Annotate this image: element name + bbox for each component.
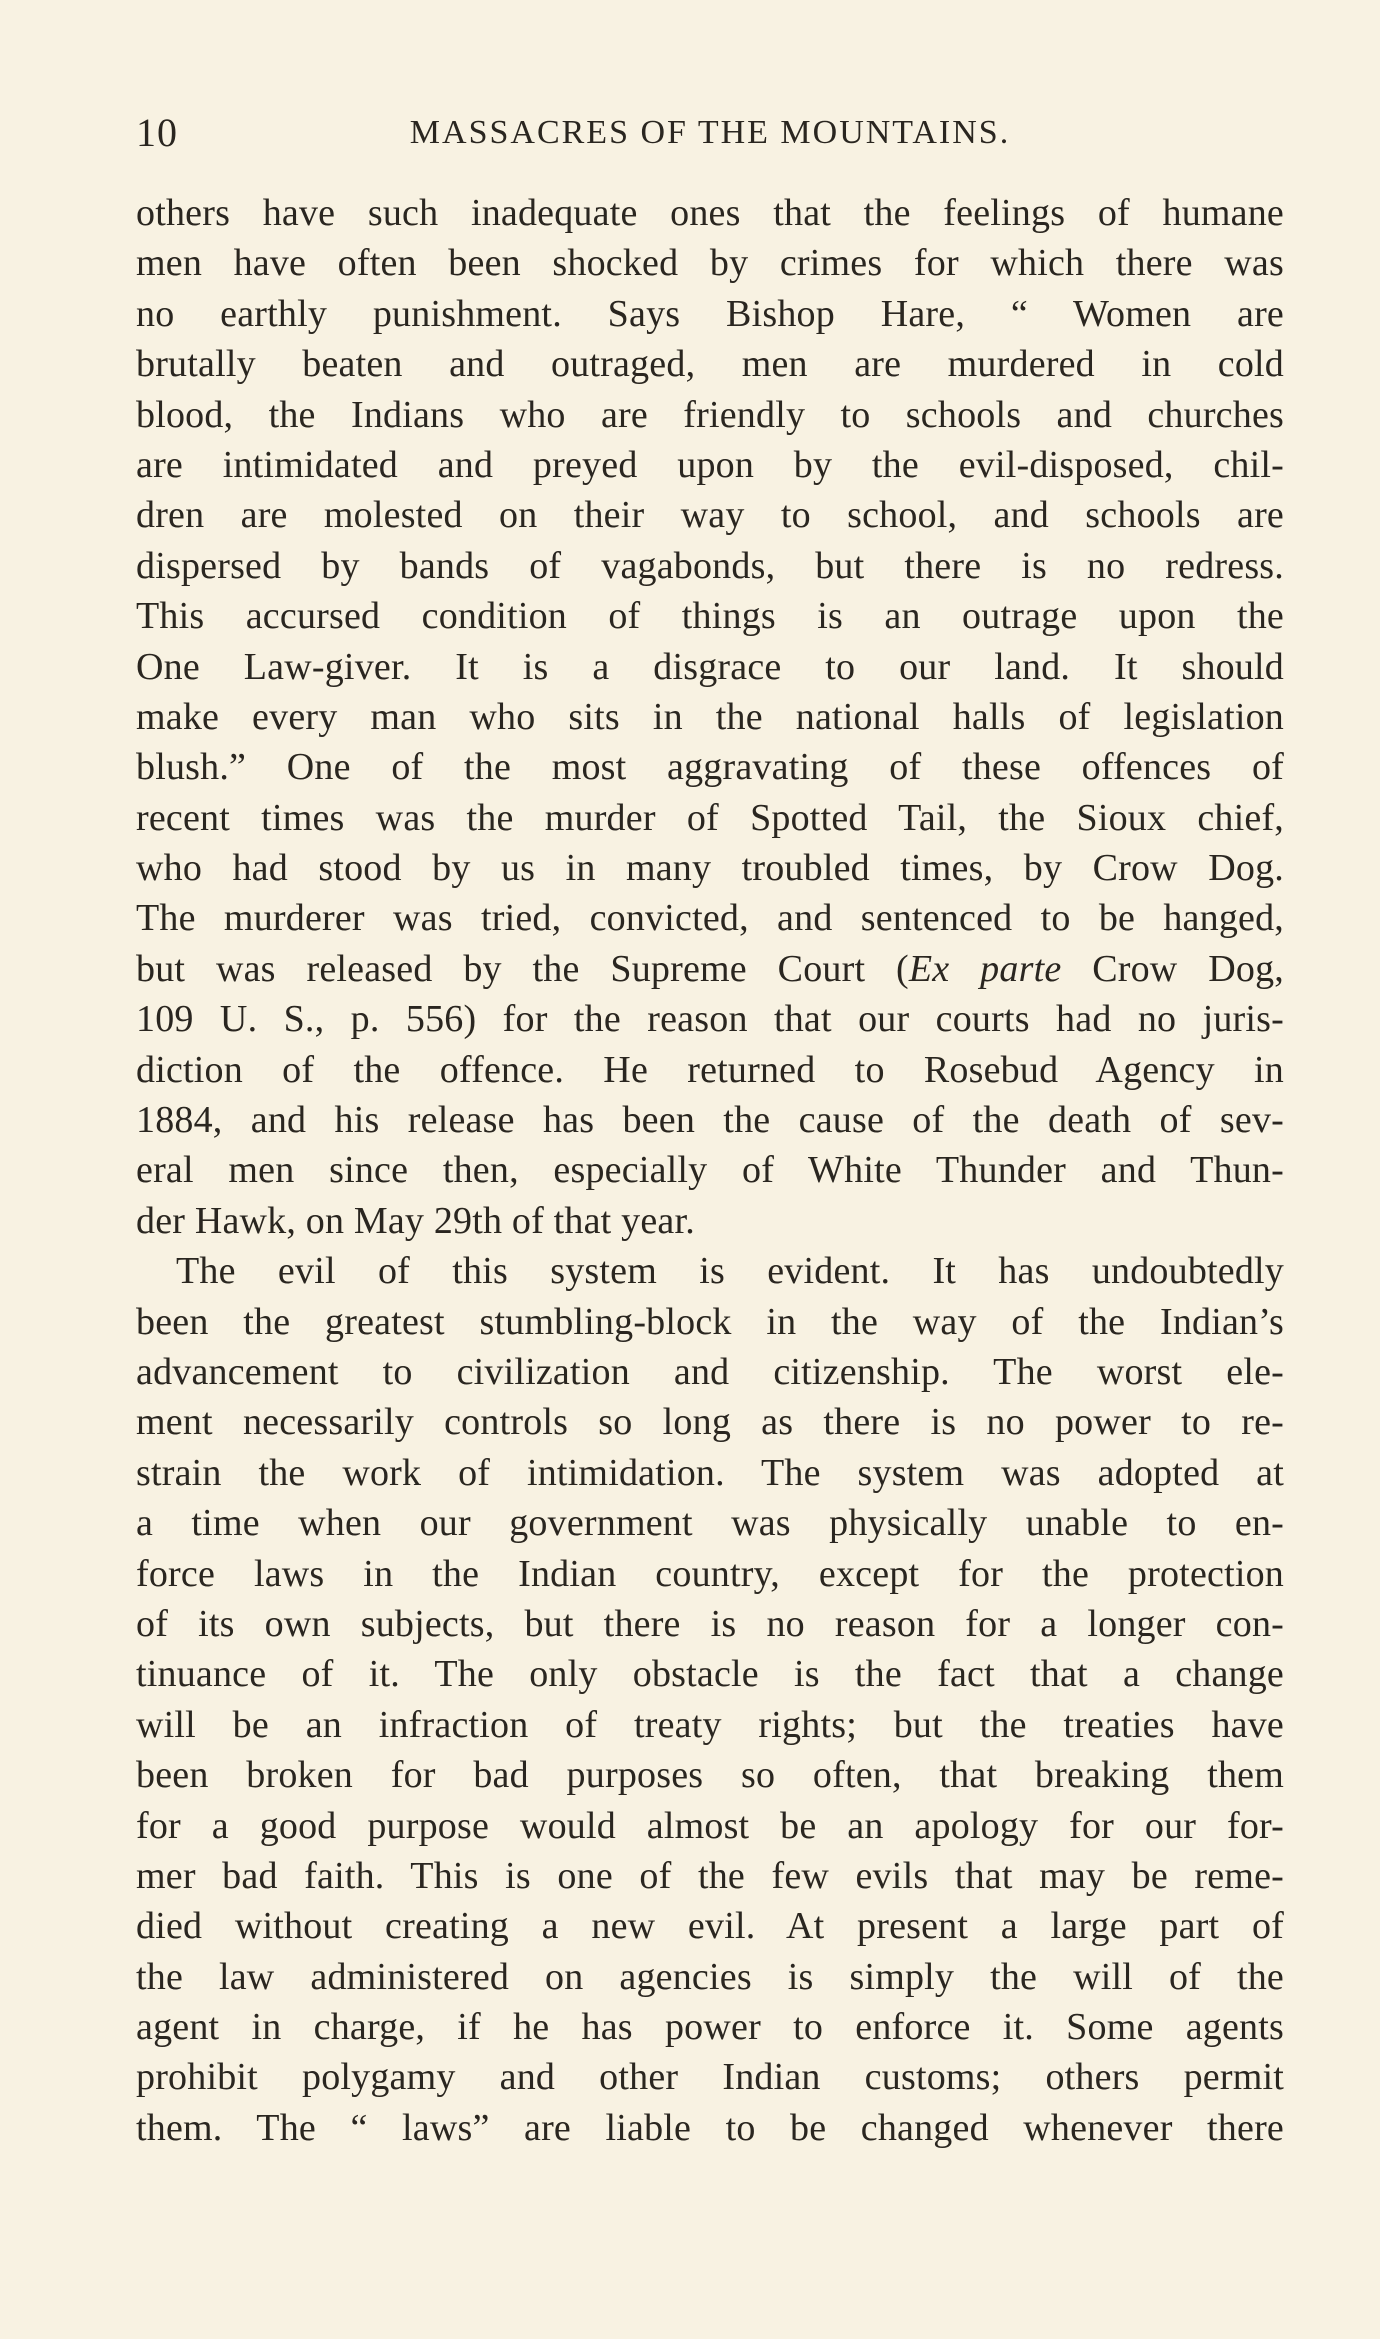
text-line: eral men since then, especially of White Thunder and Thun-: [136, 1149, 1284, 1192]
text-line: brutally beaten and outraged, men are murdered in cold: [136, 343, 1284, 386]
text-line: prohibit polygamy and other Indian customs; others permit: [136, 2056, 1284, 2099]
text-line: been the greatest stumbling-block in the way of the Indian’s: [136, 1300, 1284, 1343]
citation-lead: but was released by the Supreme Court (: [136, 947, 909, 990]
text-line: for a good purpose would almost be an apology for our for-: [136, 1804, 1284, 1847]
text-line: ment necessarily controls so long as there is no power to re-: [136, 1401, 1284, 1444]
text-line: One Law-giver. It is a disgrace to our land. It should: [136, 645, 1284, 688]
running-head: MASSACRES OF THE MOUNTAINS.: [409, 114, 1011, 151]
text-line: agent in charge, if he has power to enforce it. Some agents: [136, 2006, 1284, 2049]
text-line: will be an infraction of treaty rights; but the treaties have: [136, 1703, 1284, 1746]
text-line: died without creating a new evil. At present a large part of: [136, 1905, 1284, 1948]
text-line-with-citation: [136, 944, 1284, 994]
body-text: [136, 188, 1284, 2153]
text-line: The murderer was tried, convicted, and sentenced to be hanged,: [136, 897, 1284, 940]
text-line: advancement to civilization and citizenship. The worst ele-: [136, 1350, 1284, 1393]
text-line: strain the work of intimidation. The system was adopted at: [136, 1451, 1284, 1494]
text-line: dispersed by bands of vagabonds, but there is no redress.: [136, 544, 1284, 587]
text-line: recent times was the murder of Spotted Tail, the Sioux chief,: [136, 796, 1284, 839]
text-line: men have often been shocked by crimes for which there was: [136, 242, 1284, 285]
text-line: 109 U. S., p. 556) for the reason that our courts had no juris-: [136, 998, 1284, 1041]
page-number: 10: [136, 110, 178, 155]
citation-italic: Ex parte: [908, 947, 1062, 990]
text-line: blood, the Indians who are friendly to schools and churches: [136, 393, 1284, 436]
paragraph-end-line: der Hawk, on May 29th of that year.: [136, 1199, 695, 1242]
text-line: make every man who sits in the national halls of legislation: [136, 695, 1284, 738]
text-line: dren are molested on their way to school, and schools are: [136, 494, 1284, 537]
paragraph-start-line: The evil of this system is evident. It has undoubtedly: [176, 1250, 1284, 1293]
text-line: mer bad faith. This is one of the few evils that may be reme-: [136, 1854, 1284, 1897]
text-line: a time when our government was physically unable to en-: [136, 1502, 1284, 1545]
text-line: others have such inadequate ones that the feelings of humane: [136, 192, 1284, 234]
text-line: who had stood by us in many troubled times, by Crow Dog.: [136, 847, 1284, 890]
page-header: [136, 110, 1284, 156]
citation-tail: Crow Dog,: [1061, 947, 1284, 990]
text-line: blush.” One of the most aggravating of these offences of: [136, 746, 1284, 789]
text-line: them. The “ laws” are liable to be changed whenever there: [136, 2106, 1284, 2149]
text-line: diction of the offence. He returned to Rosebud Agency in: [136, 1048, 1284, 1091]
text-line: 1884, and his release has been the cause of the death of sev-: [136, 1099, 1284, 1142]
text-line: This accursed condition of things is an outrage upon the: [136, 595, 1284, 638]
text-line: tinuance of it. The only obstacle is the fact that a change: [136, 1653, 1284, 1696]
text-line: are intimidated and preyed upon by the evil-disposed, chil-: [136, 443, 1284, 486]
text-line: the law administered on agencies is simply the will of the: [136, 1955, 1284, 1998]
text-line: of its own subjects, but there is no reason for a longer con-: [136, 1602, 1284, 1645]
text-line: been broken for bad purposes so often, that breaking them: [136, 1754, 1284, 1797]
text-line: no earthly punishment. Says Bishop Hare, “ Women are: [136, 292, 1284, 335]
text-line: force laws in the Indian country, except for the protection: [136, 1552, 1284, 1595]
